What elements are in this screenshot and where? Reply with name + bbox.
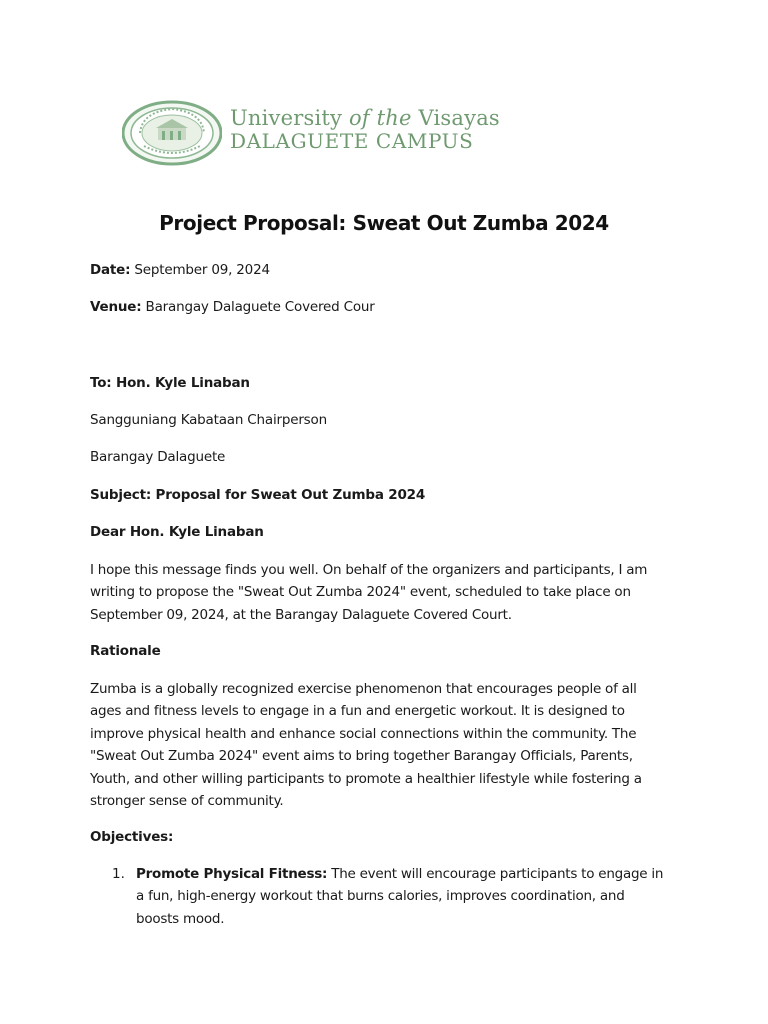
logo-campus-name: DALAGUETE CAMPUS (230, 129, 474, 153)
venue-line: Venue: Barangay Dalaguete Covered Cour (90, 299, 375, 315)
rationale-paragraph: Zumba is a globally recognized exercise phenomenon that encourages people of all ages and fitness levels to engage in a fun and energetic workout. It is designed to improve physical health and enhance social connections within the community. The "Sweat Out Zumba 2024" event aims to bring together Barangay Officials, Parents, Youth, and other willing participants to promote a healthier lifestyle while fostering a stronger sense of community. (90, 681, 642, 810)
objectives-heading: Objectives: (90, 829, 174, 845)
university-logo (122, 100, 592, 166)
subject-line: Subject: Proposal for Sweat Out Zumba 2024 (90, 487, 426, 503)
to-line: To: Hon. Kyle Linaban (90, 375, 250, 391)
list-item-number: 1. (112, 866, 125, 882)
logo-university-name: University of the Visayas (230, 106, 500, 130)
rationale-heading: Rationale (90, 643, 161, 659)
recipient-title: Sangguniang Kabataan Chairperson (90, 412, 327, 428)
page-title: Project Proposal: Sweat Out Zumba 2024 (159, 211, 609, 235)
university-seal-icon (122, 100, 222, 166)
date-line: Date: September 09, 2024 (90, 262, 270, 278)
recipient-org: Barangay Dalaguete (90, 449, 226, 465)
intro-paragraph: I hope this message finds you well. On behalf of the organizers and participants, I am writing to propose the "Sweat Out Zumba 2024" event, scheduled to take place on September 09, 2024, at the Barangay Dalaguete Covered Court. (90, 562, 648, 623)
list-item: Promote Physical Fitness: The event will encourage participants to engage in a fun, high-energy workout that burns calories, improves coordination, and boosts mood. (136, 866, 664, 927)
salutation: Dear Hon. Kyle Linaban (90, 524, 264, 540)
